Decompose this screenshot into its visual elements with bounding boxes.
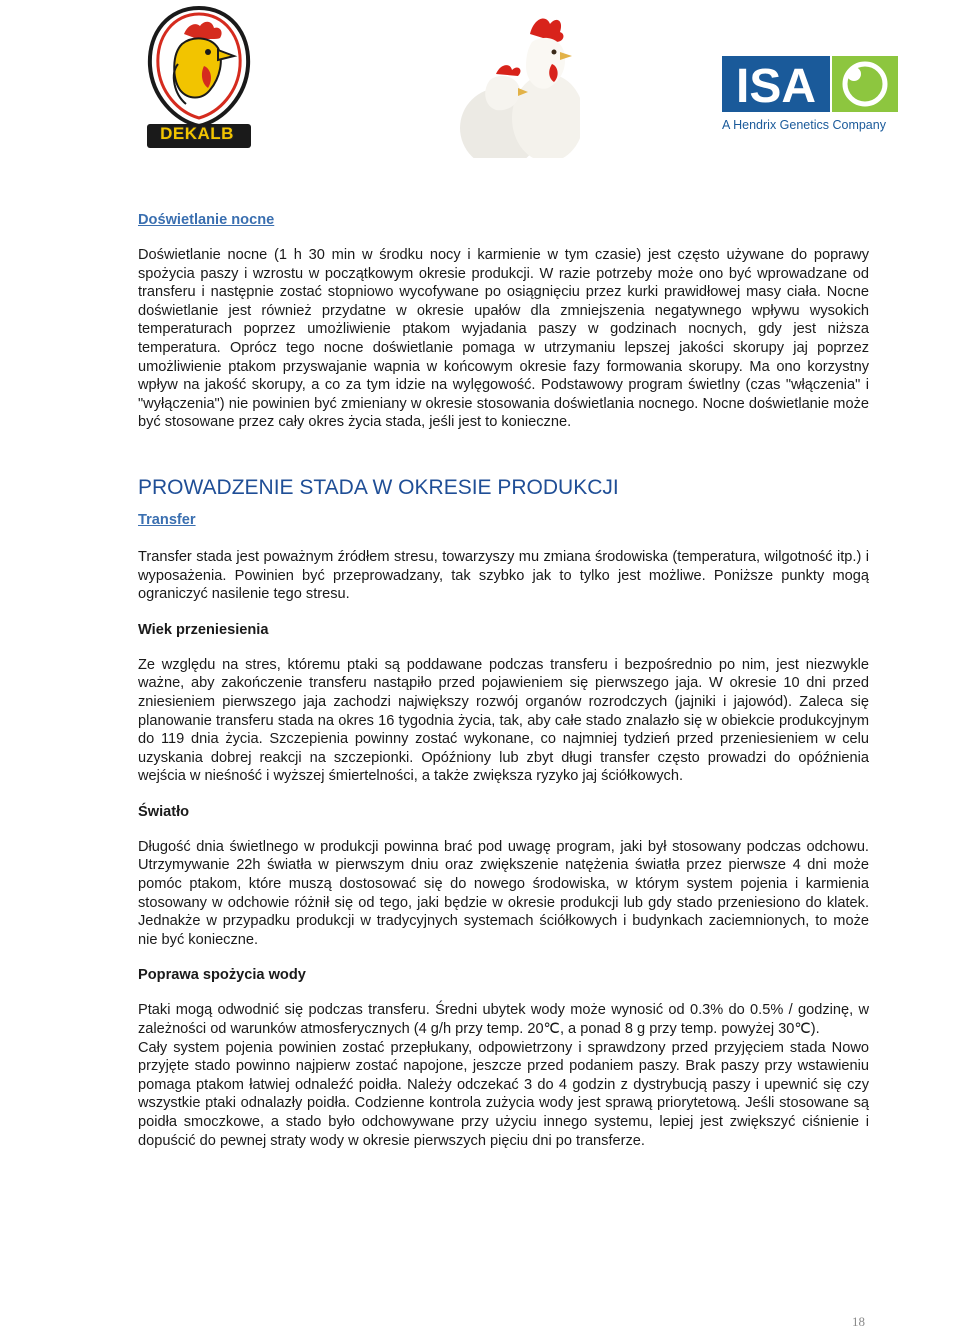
water-paragraph-2: Cały system pojenia powinien zostać przepłukany, odpowietrzony i sprawdzony przed przyjęciem stada Nowo przyjęte stado powinno najpierw zostać napojone, jeszcze przed podaniem paszy. Brak paszy przy wstawieniu pomaga ptakom łatwiej odnaleźć poidła. Należy odczekać 3 do 4 godzin z dystrybucją paszy i upewnić się czy wszystkie ptaki odnalazły poidła. Codzienne kontrola zużycia wody jest sprawą priorytetową. Jeśli stosowane są poidła smoczkowe, a stado było odchowywane przy użyciu innego systemu, lepiej jest zwiększyć ciśnienie i dopuścić do pewnej straty wody w okresie pierwszych pięciu dni po transferze. xyxy=(138,1039,869,1149)
document-body xyxy=(138,212,869,1150)
isa-tagline: A Hendrix Genetics Company xyxy=(722,118,886,132)
transfer-age-heading: Wiek przeniesienia xyxy=(138,621,269,638)
isa-logo-text: ISA xyxy=(735,60,817,113)
hens-photo xyxy=(460,8,580,158)
night-lighting-heading[interactable]: Doświetlanie nocne xyxy=(138,212,275,228)
light-paragraph: Długość dnia świetlnego w produkcji powinna brać pod uwagę program, jaki był stosowany podczas odchowu. Utrzymywanie 22h światła w pierwszym dniu oraz zwiększenie natężenia światła przez pierwsze 4 dni może pomóc ptakom, które muszą dostosować się do nowego środowiska, w którym system pojenia i karmienia stosowany w odchowie różnił się od tego, jaki będzie w okresie produkcji lub gdy stado przeniesiono do klatek. Jednakże w przypadku produkcji w tradycyjnych systemach ściółkowych i budynkach zaciemnionych, to może nie być konieczne. xyxy=(138,838,869,948)
production-section-title: PROWADZENIE STADA W OKRESIE PRODUKCJI xyxy=(138,475,619,499)
transfer-age-paragraph: Ze względu na stres, któremu ptaki są poddawane podczas transferu i bezpośrednio po nim, jest niezwykle ważne, aby zakończenie transferu nastąpiło przed pojawieniem się pierwszego jaja. W okresie 10 dni przed zniesieniem pierwszego jaja zachodzi największy rozwój organów rozrodczych (jajniki i jajowód). Zaleca się planowanie transferu stada na okres 16 tygodnia życia, tak, aby całe stado znalazło się w obiekcie produkcyjnym do 119 dnia życia. Szczepienia powinny zostać wykonane, co najmniej tydzień przed przeniesieniem w celu uzyskania dobrej reakcji na szczepionki. Opóźniony lub zbyt długi transfer często prowadzi do opóźnienia wejścia w nieśność i wyższej śmiertelności, a także zwiększa ryzyko jaj ściółkowych. xyxy=(138,656,869,785)
page-number: 18 xyxy=(852,1314,865,1329)
night-lighting-paragraph: Doświetlanie nocne (1 h 30 min w środku nocy i karmienie w tym czasie) jest często używane do poprawy spożycia paszy i wzrostu w początkowym okresie produkcji. W razie potrzeby może ono być wprowadzane od transferu i następnie zostać stopniowo wycofywane po osiągnięciu przez kurki prawidłowej masy ciała. Nocne doświetlanie jest również przydatne w okresie upałów dla zmniejszenia negatywnego wpływu wysokich temperaturach poprzez umożliwienie ptakom wyjadania paszy w godzinach nocnych, gdy jest niższa temperatura. Oprócz tego nocne doświetlanie pomaga w utrzymaniu lepszej jakości skorupy jaj poprzez umożliwienie ptakom przyswajanie wapnia w końcowym okresie fazy formowania skorupy. Ma ono korzystny wpływ na jakość skorupy, a co za tym idzie na wylęgowość. Podstawowy program świetlny (czas "włączenia" i "wyłączenia") nie powinien być zmieniany w okresie stosowania doświetlania nocnego. Nocne doświetlanie może być stosowane przez cały okres życia stada, jeśli jest to konieczne. xyxy=(138,247,869,431)
dekalb-logo-text: DEKALB xyxy=(160,124,234,143)
transfer-paragraph: Transfer stada jest poważnym źródłem stresu, towarzyszy mu zmiana środowiska (temperatura, wilgotność itp.) i wyposażenia. Powinien być przeprowadzany, tak szybko jak to tylko jest możliwe. Poniższe punkty mogą ograniczyć nasilenie tego stresu. xyxy=(138,548,869,603)
water-paragraph-1: Ptaki mogą odwodnić się podczas transferu. Średni ubytek wody może wynosić od 0.3% do 0.5% / godzinę, w zależności od warunków atmosferycznych (4 g/h przy temp. 20℃, a ponad 8 g przy temp. powyżej 30℃). xyxy=(138,1002,869,1038)
water-heading: Poprawa spożycia wody xyxy=(138,967,306,984)
page-header xyxy=(0,0,960,160)
transfer-heading[interactable]: Transfer xyxy=(138,511,196,528)
light-heading: Światło xyxy=(138,803,190,820)
